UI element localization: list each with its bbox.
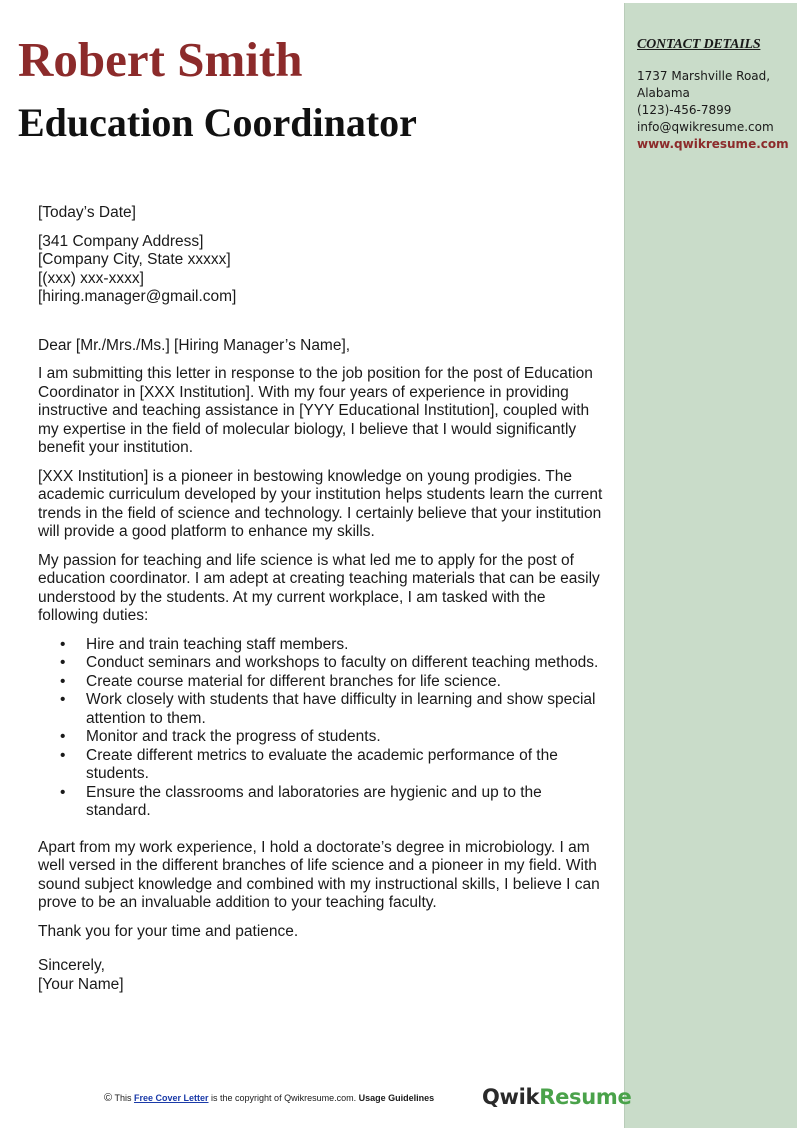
- paragraph-intro: I am submitting this letter in response to the job position for the post of Education Coordinator in [XXX Institution]. With my four years of experience in providing instructive and teaching assistance in [YYY Educational Institution], coupled with my expertise in the field of molecular biology, I believe that I would significantly benefit your institution.: [38, 365, 593, 456]
- contact-heading: CONTACT DETAILS: [637, 37, 761, 52]
- contact-details: [637, 68, 792, 153]
- duty-item: [38, 636, 603, 655]
- duty-item: [38, 784, 603, 821]
- bullet-icon: •: [60, 728, 66, 745]
- duty-text: Hire and train teaching staff members.: [86, 635, 349, 653]
- usage-guidelines-link[interactable]: Usage Guidelines: [358, 1093, 435, 1103]
- duty-text: Monitor and track the progress of students.: [86, 728, 381, 745]
- bullet-icon: •: [60, 746, 66, 764]
- logo-resume: Resume: [539, 1085, 632, 1109]
- duty-text: Work closely with students that have difficulty in learning and show special attention to them.: [86, 691, 596, 727]
- duty-item: [38, 673, 603, 692]
- letter-date: [Today’s Date]: [38, 204, 136, 221]
- duty-item: [38, 728, 603, 747]
- sign-off-block: [38, 957, 603, 994]
- salutation: Dear [Mr./Mrs./Ms.] [Hiring Manager’s Name],: [38, 336, 351, 354]
- contact-website[interactable]: www.qwikresume.com: [637, 137, 789, 151]
- recipient-city-state: [Company City, State xxxxx]: [38, 251, 231, 268]
- contact-address-line1: 1737 Marshville Road,: [637, 69, 771, 83]
- free-cover-letter-link[interactable]: Free Cover Letter: [133, 1093, 209, 1103]
- bullet-icon: •: [60, 672, 66, 690]
- recipient-phone: [(xxx) xxx-xxxx]: [38, 269, 144, 287]
- logo-qwik: Qwik: [482, 1085, 540, 1109]
- paragraph-closing: Apart from my work experience, I hold a doctorate’s degree in microbiology. I am well versed in the different branches of life science and a pioneer in my field. With sound subject knowledge and combined with my instructional skills, I believe I can prove to be an invaluable addition to your teaching faculty.: [38, 838, 600, 911]
- duty-text: Conduct seminars and workshops to faculty on different teaching methods.: [86, 654, 599, 671]
- duty-item: [38, 747, 603, 784]
- sign-off: Sincerely,: [38, 957, 105, 974]
- contact-phone: (123)-456-7899: [637, 103, 732, 117]
- copyright-icon: ©: [104, 1092, 113, 1104]
- contact-address-line2: Alabama: [637, 86, 690, 100]
- signature-name: [Your Name]: [38, 975, 124, 993]
- paragraph-institution: [XXX Institution] is a pioneer in bestowing knowledge on young prodigies. The academic curriculum developed by your institution helps students learn the current trends in the field of science and technology. I certainly believe that your institution will provide a good platform to enhance my skills.: [38, 467, 603, 540]
- bullet-icon: •: [60, 654, 66, 671]
- copyright-footer: [104, 1092, 464, 1104]
- recipient-address: [38, 233, 603, 307]
- contact-sidebar: [624, 3, 797, 1128]
- contact-email[interactable]: info@qwikresume.com: [637, 120, 774, 134]
- duty-text: Create different metrics to evaluate the academic performance of the students.: [86, 746, 558, 782]
- footer-copyright-text: is the copyright of Qwikresume.com.: [211, 1093, 357, 1103]
- bullet-icon: •: [60, 691, 66, 708]
- job-title: Education Coordinator: [18, 100, 417, 145]
- duties-list: [38, 636, 603, 821]
- qwikresume-logo[interactable]: [482, 1085, 631, 1109]
- footer-this: This: [114, 1093, 132, 1103]
- thanks-line: Thank you for your time and patience.: [38, 922, 299, 940]
- letter-body: [38, 204, 603, 994]
- applicant-name: Robert Smith: [18, 32, 303, 87]
- recipient-street: [341 Company Address]: [38, 232, 204, 250]
- duty-text: Ensure the classrooms and laboratories are hygienic and up to the standard.: [86, 783, 542, 819]
- bullet-icon: •: [60, 783, 66, 801]
- duty-text: Create course material for different branches for life science.: [86, 672, 501, 690]
- duty-item: [38, 691, 603, 728]
- duty-item: [38, 654, 603, 673]
- recipient-email: [hiring.manager@gmail.com]: [38, 288, 237, 305]
- bullet-icon: •: [60, 635, 66, 653]
- paragraph-passion: My passion for teaching and life science is what led me to apply for the post of education coordinator. I am adept at creating teaching materials that can be easily understood by the students. At my current workplace, I am tasked with the following duties:: [38, 551, 600, 624]
